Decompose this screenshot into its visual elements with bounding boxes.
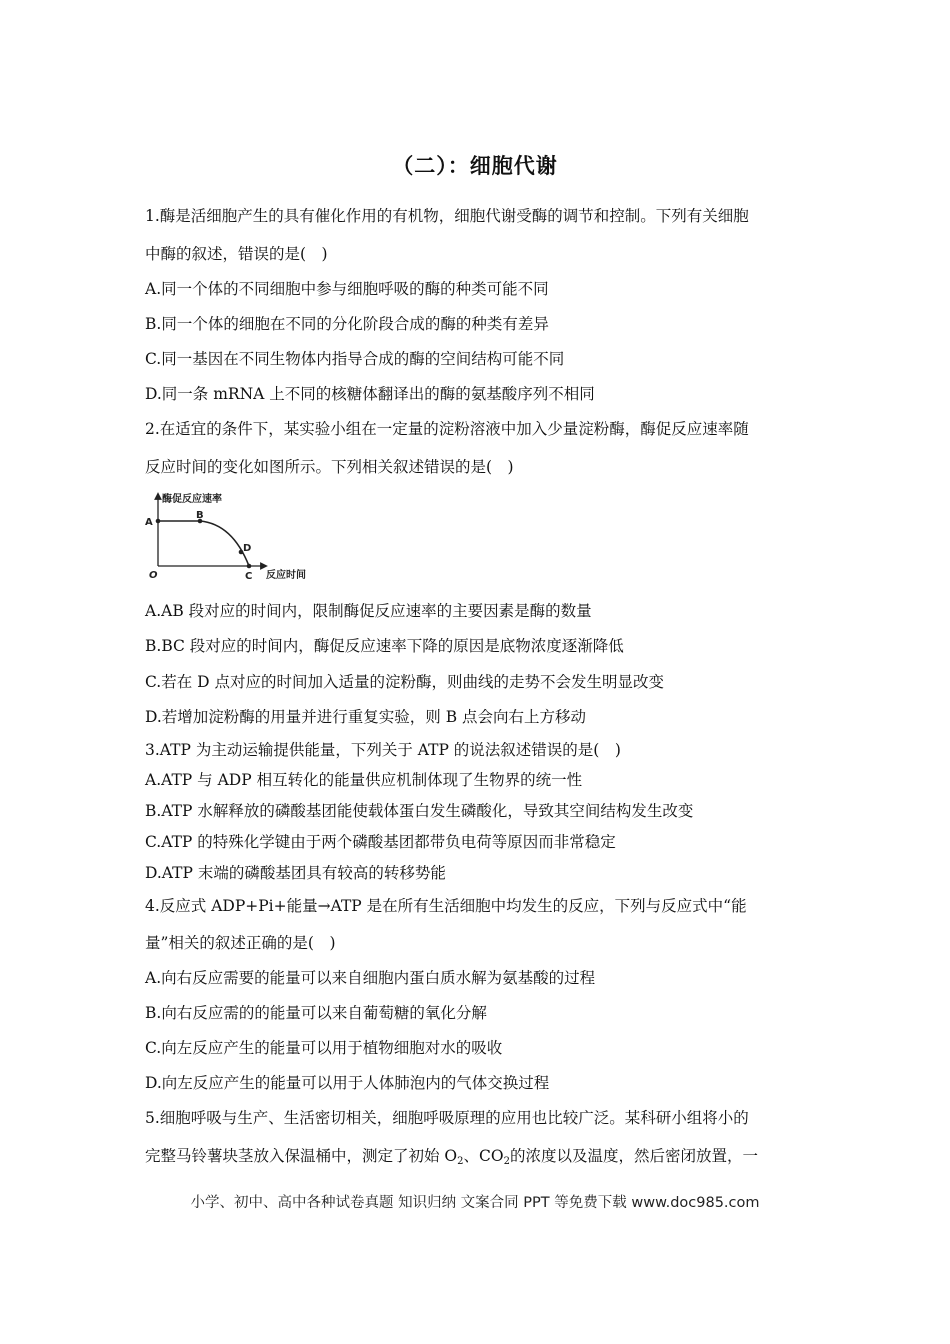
point-a [156, 519, 161, 524]
point-b-label: B [196, 510, 204, 521]
q1-stem-line2: 中酶的叙述，错误的是( ) [145, 245, 328, 263]
footer-text: 小学、初中、高中各种试卷真题 知识归纳 文案合同 PPT 等免费下载 www.doc985.com [190, 1195, 760, 1211]
q4-option-d: D.向左反应产生的能量可以用于人体肺泡内的气体交换过程 [145, 1074, 550, 1092]
q3-option-c: C.ATP 的特殊化学键由于两个磷酸基团都带负电荷等原因而非常稳定 [145, 833, 616, 851]
q2-option-d: D.若增加淀粉酶的用量并进行重复实验，则 B 点会向右上方移动 [145, 708, 587, 726]
q3-option-a: A.ATP 与 ADP 相互转化的能量供应机制体现了生物界的统一性 [145, 771, 583, 789]
point-d-label: D [243, 543, 252, 554]
q4-stem-line2: 量”相关的叙述正确的是( ) [145, 934, 336, 952]
q3-option-b: B.ATP 水解释放的磷酸基团能使载体蛋白发生磷酸化，导致其空间结构发生改变 [145, 802, 694, 820]
q1-option-b: B.同一个体的细胞在不同的分化阶段合成的酶的种类有差异 [145, 315, 549, 333]
q3-stem: 3.ATP 为主动运输提供能量，下列关于 ATP 的说法叙述错误的是( ) [145, 741, 621, 759]
q2-option-c: C.若在 D 点对应的时间加入适量的淀粉酶，则曲线的走势不会发生明显改变 [145, 673, 665, 691]
y-axis-label: 酶促反应速率 [162, 494, 222, 505]
enzyme-rate-chart [140, 490, 320, 585]
q4-option-c: C.向左反应产生的能量可以用于植物细胞对水的吸收 [145, 1039, 503, 1057]
q2-option-b: B.BC 段对应的时间内，酶促反应速率下降的原因是底物浓度逐渐降低 [145, 637, 624, 655]
q1-option-d: D.同一条 mRNA 上不同的核糖体翻译出的酶的氨基酸序列不相同 [145, 385, 595, 403]
q2-option-a: A.AB 段对应的时间内，限制酶促反应速率的主要因素是酶的数量 [145, 602, 592, 620]
point-a-label: A [145, 517, 153, 528]
q4-stem-line1: 4.反应式 ADP+Pi+能量→ATP 是在所有生活细胞中均发生的反应，下列与反应式中“能 [145, 897, 747, 915]
q2-stem-line2: 反应时间的变化如图所示。下列相关叙述错误的是( ) [145, 458, 514, 476]
q5-stem-line2: 完整马铃薯块茎放入保温桶中，测定了初始 $O_2$、$CO_2$的浓度以及温度，然后密闭放置，一 [145, 1147, 758, 1167]
q1-option-a: A.同一个体的不同细胞中参与细胞呼吸的酶的种类可能不同 [145, 280, 549, 298]
q2-stem-line1: 2.在适宜的条件下，某实验小组在一定量的淀粉溶液中加入少量淀粉酶，酶促反应速率随 [145, 420, 749, 438]
point-c [247, 564, 252, 569]
page-title: （二）：细胞代谢 [392, 154, 558, 178]
q1-stem-line1: 1.酶是活细胞产生的具有催化作用的有机物，细胞代谢受酶的调节和控制。下列有关细胞 [145, 207, 749, 225]
q4-option-b: B.向右反应需的的能量可以来自葡萄糖的氧化分解 [145, 1004, 487, 1022]
rate-curve [158, 521, 252, 566]
point-c-label: C [245, 571, 253, 582]
q3-option-d: D.ATP 末端的磷酸基团具有较高的转移势能 [145, 864, 446, 882]
origin-label: O [149, 570, 158, 581]
q5-stem-line1: 5.细胞呼吸与生产、生活密切相关，细胞呼吸原理的应用也比较广泛。某科研小组将小的 [145, 1109, 749, 1127]
x-axis-label: 反应时间 [266, 570, 306, 581]
q4-option-a: A.向右反应需要的能量可以来自细胞内蛋白质水解为氨基酸的过程 [145, 969, 596, 987]
q1-option-c: C.同一基因在不同生物体内指导合成的酶的空间结构可能不同 [145, 350, 565, 368]
